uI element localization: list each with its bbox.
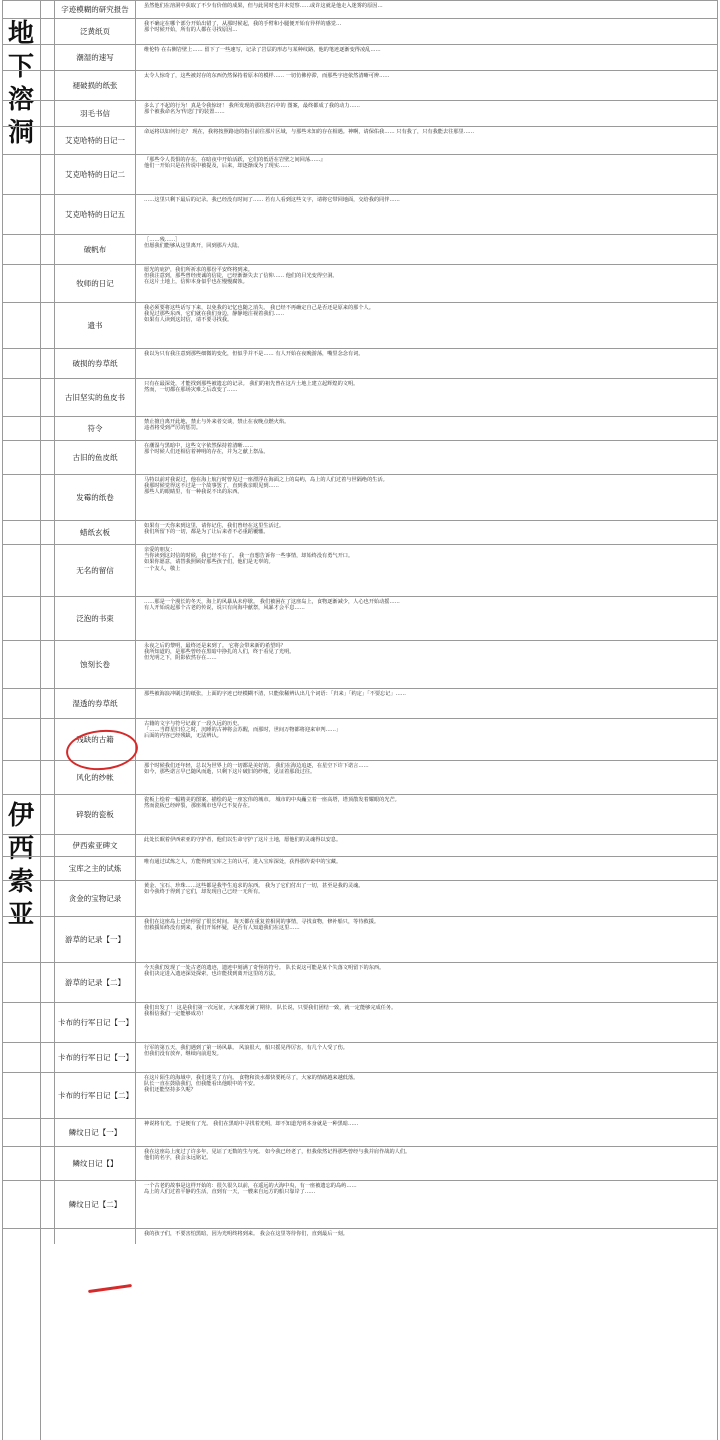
item-text-line: 「……当群星归位之时，沉睡的古神将会苏醒，而那时，世间万物都将迎来审判……」 [144,727,342,734]
item-text-line: 我不确定在哪个部分开始出错了，从那时候起，我的手臂和小腿便开始有异样的感觉… [144,21,342,27]
item-text-line: 今天我们发现了一处古老的遗迹，遗迹中刻满了奇怪的符号。 队长说这可能是某个失落文明留下的东西。 [144,965,385,971]
item-text [142,521,716,544]
item-name: 贪金的宝物记录 [54,881,136,916]
region-label-underground-cave: 地下溶洞 [7,19,34,148]
table-row [2,44,718,70]
item-name: 褪破损的纸张 [54,71,136,100]
item-text-line: 永夜之后的黎明，最终还是来到了。 它将会带来新的希望吗？ [144,643,286,649]
table-row [2,0,718,18]
record-table [2,0,718,1440]
item-name: 风化的纱帐 [54,761,136,794]
item-name: 羽毛书信 [54,101,136,126]
item-text [142,689,716,718]
table-row [2,1072,718,1118]
item-text [142,1229,716,1244]
table-row [2,440,718,474]
item-name: 游草的记录【一】 [54,917,136,962]
item-text-line: 如今我终于得到了它们，却发现自己已经一无所有。 [144,889,264,896]
item-text-line: 我相信我们一定能够成功！ [144,1011,207,1018]
item-text-line: 一个古老的故事是这样开始的：很久很久以前，在遥远的大海中央，有一座被遗忘的岛屿…… [144,1183,357,1189]
item-name: 艾克哈特的日记一 [54,127,136,154]
item-name: 泛黄纸页 [54,19,136,44]
item-text [142,1003,716,1042]
table-row [2,1146,718,1180]
item-name: 卡布的行军日记【一】 [54,1003,136,1042]
item-text-line: 如今，那些诺言早已随风而逝，只剩下这片破旧的纱帐，见证着那段过往。 [144,769,316,776]
table-row [2,302,718,348]
table-row [2,126,718,154]
item-text-line: 岛上的人们过着平静的生活，直到有一天，一艘来自远方的船只靠岸了…… [144,1189,316,1196]
item-text-line: 那个被我命名为'传送门'的装置…… [144,109,225,116]
table-row [2,544,718,596]
item-text-line: 此处长眠着伊西索亚的守护者，他们以生命守护了这片土地，愿他们的灵魂得以安息。 [144,837,342,843]
item-text [142,835,716,856]
table-row [2,154,718,194]
table-row [2,916,718,962]
item-text [142,597,716,640]
item-text-line: 行军的第五天，我们遇到了第一场风暴。 风浪很大，船只摇晃得厉害，有几个人受了伤。 [144,1045,348,1051]
table-row [2,234,718,264]
item-text-line: 那些人的眼睛里，有一种我说不出的东西。 [144,489,243,496]
table-row [2,1228,718,1244]
item-text-line: 在这片土地上，信仰本身似乎也在慢慢腐蚀。 [144,279,248,286]
table-row [2,856,718,880]
item-text-line: 违者将受到严厉的惩罚。 [144,425,202,432]
item-text-line: ……这里只剩下最后的记录。我已经没有时间了…… 若有人看到这些文字，请将它带回地面，交给我的同伴…… [144,197,400,203]
item-text-line: 维伦特 在右侧岩壁上…… 留下了一些速写，记录了岩层的形态与某种纹路，他的笔迹逐渐变得凌乱…… [144,47,381,53]
table-row [2,962,718,1002]
item-name [54,1229,136,1244]
region-label-isoya: 伊西索亚 [7,801,34,930]
item-name: 鳞纹日记【一】 [54,1119,136,1146]
item-text-line: 愿光的庇护，我们所祈求的那份平安终将到来。 [144,267,253,273]
item-text-line: 他们一开始只是在传说中被提及，后来，却逐渐成为了现实…… [144,163,290,170]
item-name: 卡布的行军日记【二】 [54,1073,136,1118]
item-text [142,719,716,760]
item-text [142,417,716,440]
item-text [142,1073,716,1118]
item-text-line: 马特以前对我说过，他在海上航行时曾见过一座漂浮在海面之上的岛屿，岛上的人们过着与世隔绝的生活。 [144,477,388,483]
item-name: 泛泡的书束 [54,597,136,640]
item-text-line: 在潮湿与黑暗中，这些文字依然保持着清晰…… [144,443,253,449]
item-text-line: ［……残……］ [144,237,181,243]
item-text-line: 在这片陌生的海域中，我们迷失了方向。 食物和淡水都快要耗尽了，大家的情绪越来越低落。 [144,1075,359,1081]
item-text-line: 我们决定进入遗迹深处探索，也许能找到离开这里的方法。 [144,971,279,978]
item-text-line: 我那时候觉得这不过是一个故事罢了，直到我亲眼见到…… [144,483,279,490]
item-text-line: 然而瓷板已经碎裂，那座城市也早已不复存在。 [144,803,253,810]
item-text-line: ……那是一个漫长的冬天，海上的风暴从未停歇。 我们被困在了这座岛上，食物逐渐减少，人心也开始动摇…… [144,599,400,605]
item-text [142,1119,716,1146]
item-text-line: 神说将有光，于是便有了光。 我们在黑暗中寻找着光明，却不知道光明本身就是一种黑暗…… [144,1121,359,1127]
document-sheet [2,0,718,1440]
item-name: 艾克哈特的日记五 [54,195,136,234]
item-text-line: 我们所留下的一切，都是为了让后来者不必重蹈覆辙。 [144,529,269,536]
item-text [142,349,716,378]
table-row [2,18,718,44]
item-name: 破帆布 [54,235,136,264]
item-text [142,857,716,880]
table-row [2,100,718,126]
item-text-line: 他们的名字，我会永远铭记。 [144,1155,212,1162]
table-row [2,880,718,916]
item-text [142,379,716,416]
table-row [2,70,718,100]
item-name: 卡布的行军日记【一】 [54,1043,136,1072]
item-text-line: 如果你愿意，请替我照顾好那些孩子们，他们是无辜的。 [144,559,274,566]
table-row [2,1042,718,1072]
item-text-line: 但光明之下，阴影依然存在…… [144,655,217,662]
item-text-line: 我必须要将这些话写下来，以免我的记忆也随之消失。 我已经不再确定自己是否还是原来的那个人。 [144,305,374,311]
item-text-line: 虽然他们在溶洞中获取了不少有价值的成果，但与此同时也并未觉察……或许这就是他走入迷雾的原因… [144,3,383,9]
item-text [142,195,716,234]
table-row [2,834,718,856]
item-name: 蜡纸玄板 [54,521,136,544]
item-text-line: 唯有通过试炼之人，方能得到宝库之主的认可，进入宝库深处，获得那传说中的宝藏。 [144,859,342,865]
item-name: 破损的券草纸 [54,349,136,378]
item-text [142,101,716,126]
item-text [142,1181,716,1228]
item-text [142,441,716,474]
item-text [142,761,716,794]
item-text-line: 那些被海浪冲刷过的纸张，上面的字迹已经模糊不清，只能依稀辨认出几个词语：「归来」「约定」「不要忘记」…… [144,691,406,697]
item-text-line: 太令人惊奇了，这些被封存的东西仍然保持着原本的模样…… 一切仿佛停滞，而那些字迹依然清晰可辨…… [144,73,390,79]
item-name: 符令 [54,417,136,440]
item-text [142,127,716,154]
item-text-line: 那个时候人们还相信着神明的存在，并为之献上祭品。 [144,449,269,456]
item-text-line: 古籍的文字与符号记载了一段久远的历史。 [144,721,243,727]
item-text-line: 我们还能坚持多久呢？ [144,1087,196,1094]
item-name: 宝库之主的试炼 [54,857,136,880]
table-row [2,520,718,544]
item-text [142,1147,716,1180]
item-text-line: 当你读到这封信的时候，我已经不在了。 我一直想告诉你一些事情，却始终没有勇气开口。 [144,553,354,560]
table-row [2,1002,718,1042]
item-text [142,881,716,916]
item-text-line: 亲爱的朋友： [144,547,176,553]
item-name: 遗书 [54,303,136,348]
table-row [2,264,718,302]
item-name: 蚀刻长卷 [54,641,136,688]
item-text-line: 队长一直在鼓励我们，但我能看出他眼中的不安。 [144,1081,259,1088]
table-row [2,416,718,440]
item-name: 无名的留信 [54,545,136,596]
item-text-line: 后面的内容已经残缺，无法辨认。 [144,733,222,740]
item-name: 字迹模糊的研究报告 [54,1,136,18]
item-text-line: 我们在这座岛上已经停留了很长时间。 每天都在重复着相同的事情，寻找食物，修补船只，等待救援。 [144,919,380,925]
item-text [142,963,716,1002]
table-row [2,1118,718,1146]
item-name: 艾克哈特的日记二 [54,155,136,194]
item-name: 游草的记录【二】 [54,963,136,1002]
item-text-line: 但愿我们能够从这里离开，回到那片大陆。 [144,243,243,250]
item-name: 牧师的日记 [54,265,136,302]
item-text-line: 那个时候开始，所有的人都在寻找原因… [144,27,238,34]
item-text-line: 命运将以如何行走？ 现在，我将按照路途的指引前往那片区域，与那些未知的存在相遇。神啊，请保佑我…… 只有我了，只有我能去往那里…… [144,129,475,135]
item-text [142,45,716,70]
item-text-line: 有人开始说起那个古老的传说，说只有向海中献祭，风暴才会平息…… [144,605,305,612]
item-name: 湿透的券草纸 [54,689,136,718]
item-text [142,1043,716,1072]
item-text [142,19,716,44]
table-row [2,474,718,520]
item-name: 残缺的古籍 [54,719,136,760]
item-text-line: 但我注意到，那些曾经虔诚的信徒，已经渐渐失去了信仰…… 他们的目光变得空洞。 [144,273,338,280]
item-text-line: 禁止擅自离开此地，禁止与外来者交谈，禁止在夜晚点燃火焰。 [144,419,290,425]
item-text-line: 然而，一切都在那场灾难之后改变了…… [144,387,238,394]
item-text-line: 那个时候我们还年轻，总以为世界上的一切都是美好的。 我们在海边追逐，在星空下许下诺言…… [144,763,369,769]
item-text [142,155,716,194]
item-name: 鳞纹日记【二】 [54,1181,136,1228]
item-text [142,265,716,302]
item-text-line: 但我们没有放弃，继续向前进发。 [144,1051,222,1058]
item-name: 发霉的纸卷 [54,475,136,520]
item-name: 鳞纹日记【】 [54,1147,136,1180]
item-name: 古旧坚实的鱼皮书 [54,379,136,416]
item-text [142,545,716,596]
item-text-line: 但救援始终没有到来，我们开始怀疑，是否有人知道我们在这里…… [144,925,300,932]
table-row [2,794,718,834]
table-row [2,194,718,234]
item-text-line: 如果有人读到这封信，请不要寻找我。 [144,317,233,324]
item-text [142,795,716,834]
table-row [2,596,718,640]
item-text-line: 我的孩子们，不要害怕黑暗，因为光明终将到来。 我会在这里等待你们，直到最后一刻。 [144,1231,348,1237]
item-text [142,475,716,520]
table-row [2,378,718,416]
item-text-line: 我所知道的，是那些曾经在黑暗中挣扎的人们，终于看见了光明。 [144,649,295,656]
item-text-line: 『那些令人畏惧的存在，在暗夜中开始活跃，它们的低语在岩壁之间回荡……』 [144,157,326,163]
item-text-line: 多么了不起的行为！真是令我惊讶！ 我所发现的那块岩石中的 图案，最终都成了我的动力…… [144,103,360,109]
item-text-line: 我们出发了！ 这是我们第一次远征，大家都充满了期待。 队长说，只要我们团结一致，就一定能够完成任务。 [144,1005,397,1011]
item-name: 碎裂的瓷板 [54,795,136,834]
item-name: 伊西索亚碑文 [54,835,136,856]
item-text-line: 如果有一天你来到这里，请你记住，我们曾经在这里生活过。 [144,523,285,529]
item-name: 古旧的鱼皮纸 [54,441,136,474]
item-text-line: 我见过那些东西，它们就在我们身边，静静地注视着我们…… [144,311,285,318]
item-name: 潮湿的速写 [54,45,136,70]
item-text-line: 我在这座岛上度过了许多年，见证了无数的生与死。 如今我已经老了，但我依然记得那些曾经与我并肩作战的人们。 [144,1149,411,1155]
item-text-line: 一个友人，敬上 [144,565,181,572]
item-text-line: 我以为只有我注意到那些细微的变化，但似乎并不是…… 有人开始在夜晚游荡，嘴里念念有词。 [144,351,364,357]
item-text [142,71,716,100]
table-row [2,348,718,378]
item-text [142,1,716,18]
item-text [142,641,716,688]
table-row [2,1180,718,1228]
item-text [142,235,716,264]
item-text [142,303,716,348]
item-text-line: 瓷板上绘着一幅精美的图案，描绘的是一座宏伟的城市。 城市的中央矗立着一座高塔，塔顶散发着耀眼的光芒。 [144,797,400,803]
table-row [2,640,718,688]
item-text-line: 黄金、宝石、珍珠……这些都是我毕生追求的东西。 我为了它们付出了一切，甚至是我的灵魂。 [144,883,364,889]
item-text [142,917,716,962]
item-text-line: 只有在最深处，才能找到那些被遗忘的记录。 我们的祖先曾在这片土地上建立起辉煌的文明。 [144,381,359,387]
table-row [2,688,718,718]
